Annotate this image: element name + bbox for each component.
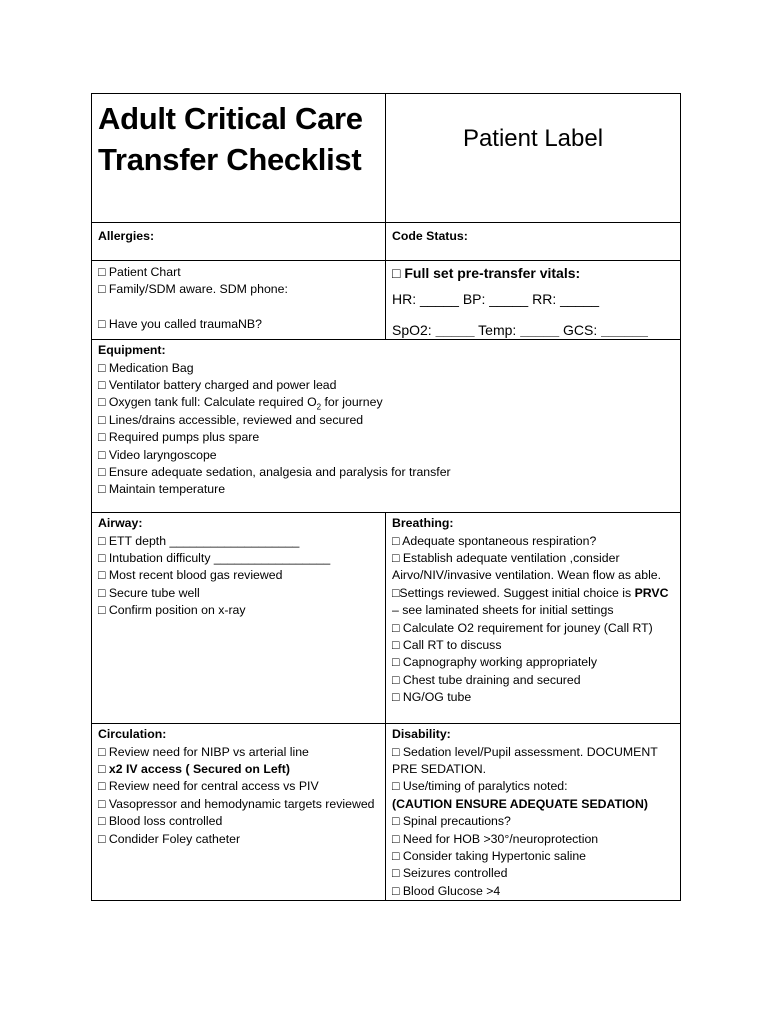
equipment-item[interactable]: □ Required pumps plus spare bbox=[98, 430, 260, 445]
airway-item[interactable]: □ Secure tube well bbox=[98, 585, 200, 600]
disability-item[interactable]: □ Consider taking Hypertonic saline bbox=[392, 849, 587, 864]
airway-header: Airway: bbox=[98, 516, 143, 531]
iv-text: x2 IV access ( Secured on Left) bbox=[108, 762, 290, 777]
check-patient-chart[interactable]: □ Patient Chart bbox=[98, 265, 181, 279]
breathing-cell bbox=[386, 513, 681, 724]
check-trauma-nb[interactable]: □ Have you called traumaNB? bbox=[98, 316, 262, 331]
disability-item[interactable]: □ Blood Glucose >4 bbox=[392, 883, 501, 898]
equipment-item[interactable]: □ Ventilator battery charged and power lead bbox=[98, 378, 337, 393]
airway-item[interactable]: □ ETT depth ___________________ bbox=[98, 533, 300, 548]
disability-item[interactable]: □ Use/timing of paralytics noted: bbox=[392, 779, 568, 794]
patient-label: Patient Label bbox=[462, 125, 604, 152]
equipment-item[interactable]: □ Lines/drains accessible, reviewed and secured bbox=[98, 412, 364, 427]
equipment-item[interactable]: □ Maintain temperature bbox=[98, 482, 226, 497]
title-line-2: Transfer Checklist bbox=[98, 142, 362, 177]
caution-note: (CAUTION ENSURE ADEQUATE SEDATION) bbox=[392, 796, 648, 811]
circulation-item-iv-access[interactable] bbox=[98, 761, 379, 778]
breathing-item[interactable]: □ Establish adequate ventilation ,consider Airvo/NIV/invasive ventilation. Wean flow as able. bbox=[392, 551, 662, 583]
transfer-checklist-form bbox=[91, 93, 681, 901]
oxygen-subscript: 2 bbox=[316, 402, 322, 412]
disability-item[interactable]: □ Need for HOB >30°/neuroprotection bbox=[392, 831, 599, 846]
gcs-blank[interactable]: ______ bbox=[601, 321, 648, 338]
breathing-item[interactable]: □ Call RT to discuss bbox=[392, 638, 502, 653]
airway-item[interactable]: □ Confirm position on x-ray bbox=[98, 603, 246, 618]
circulation-cell bbox=[92, 724, 386, 901]
code-status-label: Code Status: bbox=[392, 229, 468, 243]
disability-item[interactable]: □ Sedation level/Pupil assessment. DOCUMENT PRE SEDATION. bbox=[392, 744, 658, 777]
allergies-cell[interactable] bbox=[92, 223, 386, 261]
check-family-sdm[interactable]: □ Family/SDM aware. SDM phone: bbox=[98, 282, 288, 297]
prvc-text: PRVC bbox=[634, 585, 669, 600]
disability-header: Disability: bbox=[392, 727, 451, 742]
circulation-header: Circulation: bbox=[98, 727, 167, 742]
breathing-item[interactable]: □ Calculate O2 requirement for jouney (Call RT) bbox=[392, 620, 653, 635]
circulation-item[interactable]: □ Review need for central access vs PIV bbox=[98, 779, 319, 794]
disability-item[interactable]: □ Seizures controlled bbox=[392, 866, 508, 881]
disability-cell bbox=[386, 724, 681, 901]
breathing-item-settings[interactable] bbox=[392, 585, 674, 620]
disability-item[interactable]: □ Spinal precautions? bbox=[392, 814, 511, 829]
oxygen-tail: for journey bbox=[321, 395, 383, 410]
spo2-blank[interactable]: _____ bbox=[435, 321, 475, 338]
allergies-label: Allergies: bbox=[98, 229, 155, 243]
gcs-label: GCS: bbox=[559, 321, 602, 338]
settings-tail: – see laminated sheets for initial settings bbox=[392, 603, 614, 618]
equipment-item[interactable]: □ Video laryngoscope bbox=[98, 447, 217, 462]
patient-label-cell bbox=[386, 94, 681, 223]
vitals-cell bbox=[386, 261, 681, 340]
spo2-label: SpO2: bbox=[392, 321, 436, 338]
circulation-item[interactable]: □ Review need for NIBP vs arterial line bbox=[98, 744, 309, 759]
equipment-item-oxygen[interactable] bbox=[98, 394, 674, 411]
circulation-item[interactable]: □ Blood loss controlled bbox=[98, 814, 223, 829]
iv-box: □ bbox=[98, 762, 109, 777]
temp-blank[interactable]: _____ bbox=[520, 321, 560, 338]
vitals-line-spo2-temp-gcs[interactable] bbox=[392, 322, 674, 339]
settings-text: □Settings reviewed. Suggest initial choice is bbox=[392, 585, 635, 600]
temp-label: Temp: bbox=[474, 321, 521, 338]
equipment-header: Equipment: bbox=[98, 343, 166, 358]
oxygen-text: □ Oxygen tank full: Calculate required O bbox=[98, 395, 317, 410]
equipment-cell bbox=[92, 340, 681, 513]
breathing-item[interactable]: □ Capnography working appropriately bbox=[392, 655, 597, 670]
circulation-item[interactable]: □ Vasopressor and hemodynamic targets reviewed bbox=[98, 796, 375, 811]
document-title bbox=[98, 98, 379, 180]
breathing-item[interactable]: □ Adequate spontaneous respiration? bbox=[392, 533, 597, 548]
pretransfer-checks-cell bbox=[92, 261, 386, 340]
breathing-item[interactable]: □ Chest tube draining and secured bbox=[392, 672, 581, 687]
airway-item[interactable]: □ Intubation difficulty _________________ bbox=[98, 551, 331, 566]
breathing-item[interactable]: □ NG/OG tube bbox=[392, 690, 472, 705]
airway-item[interactable]: □ Most recent blood gas reviewed bbox=[98, 568, 283, 583]
check-vitals[interactable]: □ Full set pre-transfer vitals: bbox=[392, 265, 581, 281]
vitals-line-hr-bp-rr[interactable]: HR: _____ BP: _____ RR: _____ bbox=[392, 291, 600, 308]
circulation-item[interactable]: □ Condider Foley catheter bbox=[98, 831, 241, 846]
title-cell bbox=[92, 94, 386, 223]
code-status-cell[interactable] bbox=[386, 223, 681, 261]
airway-cell bbox=[92, 513, 386, 724]
title-line-1: Adult Critical Care bbox=[98, 101, 363, 136]
equipment-item[interactable]: □ Medication Bag bbox=[98, 360, 194, 375]
equipment-item[interactable]: □ Ensure adequate sedation, analgesia and paralysis for transfer bbox=[98, 465, 451, 480]
breathing-header: Breathing: bbox=[392, 516, 454, 531]
